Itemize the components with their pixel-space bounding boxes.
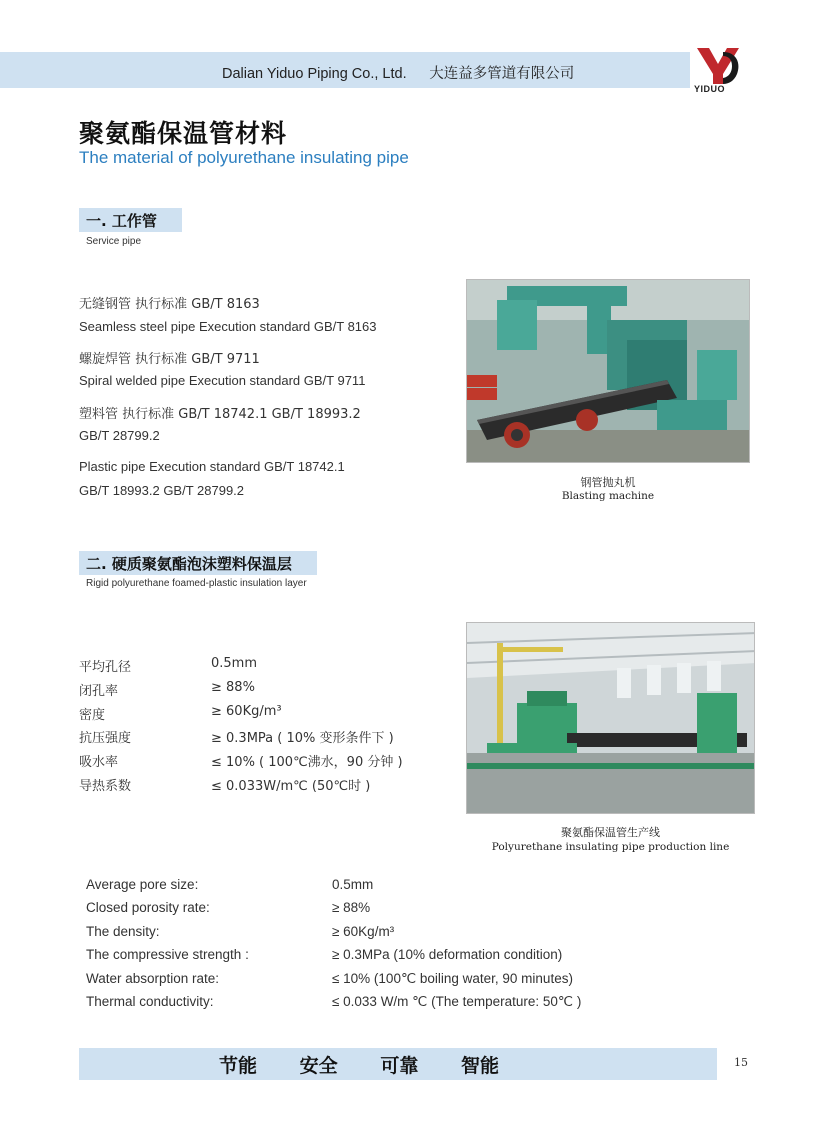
property-label: Closed porosity rate: bbox=[86, 900, 210, 915]
property-label: The compressive strength : bbox=[86, 947, 249, 962]
page-title-en: The material of polyurethane insulating pipe bbox=[79, 148, 409, 167]
property-label: 闭孔率 bbox=[79, 684, 119, 699]
property-row-en bbox=[86, 877, 374, 892]
property-value: 0.5mm bbox=[211, 656, 258, 671]
slogan-word: 节能 bbox=[219, 1055, 258, 1077]
property-row-cn bbox=[79, 727, 394, 746]
footer-slogan bbox=[79, 1051, 639, 1078]
std-line-seamless-en: Seamless steel pipe Execution standard GB/T 8163 bbox=[79, 319, 377, 334]
production-line-caption-cn: 聚氨酯保温管生产线 bbox=[561, 826, 660, 839]
property-value: ≤ 0.033W/m℃ (50℃时 ) bbox=[211, 779, 371, 794]
slogan-word: 可靠 bbox=[380, 1055, 419, 1077]
page-title-cn: 聚氨酯保温管材料 bbox=[79, 119, 288, 148]
std-line-plastic-en-cont: GB/T 18993.2 GB/T 28799.2 bbox=[79, 483, 245, 498]
logo-wordmark: YIDUO bbox=[694, 84, 726, 94]
property-label: Thermal conductivity: bbox=[86, 994, 214, 1009]
std-line-plastic-cn: 塑料管 执行标准 GB/T 18742.1 GB/T 18993.2 bbox=[79, 407, 361, 422]
section2-subtitle: Rigid polyurethane foamed-plastic insulation layer bbox=[86, 578, 307, 589]
property-row-cn bbox=[79, 656, 258, 675]
property-value: ≤ 10% (100℃ boiling water, 90 minutes) bbox=[332, 971, 573, 986]
company-name-cn: 大连益多管道有限公司 bbox=[429, 66, 575, 82]
property-label: 平均孔径 bbox=[79, 660, 132, 675]
blasting-machine-caption-en: Blasting machine bbox=[561, 490, 655, 502]
property-row-cn bbox=[79, 751, 403, 770]
property-row-en bbox=[86, 924, 395, 939]
property-label: Water absorption rate: bbox=[86, 971, 220, 986]
std-line-spiral-cn: 螺旋焊管 执行标准 GB/T 9711 bbox=[79, 352, 260, 367]
property-label: 导热系数 bbox=[79, 779, 132, 794]
std-line-plastic-en: Plastic pipe Execution standard GB/T 18742.1 bbox=[79, 459, 345, 474]
property-label: Average pore size: bbox=[86, 877, 199, 892]
property-row-cn bbox=[79, 680, 255, 699]
property-value: ≥ 0.3MPa ( 10% 变形条件下 ) bbox=[211, 731, 394, 746]
slogan-word: 智能 bbox=[460, 1055, 499, 1077]
std-line-spiral-en: Spiral welded pipe Execution standard GB/T 9711 bbox=[79, 373, 366, 388]
property-row-en bbox=[86, 900, 371, 915]
property-value: ≥ 88% bbox=[211, 680, 255, 695]
property-label: 吸水率 bbox=[79, 755, 119, 770]
property-row-cn bbox=[79, 775, 371, 794]
property-value: ≤ 0.033 W/m ℃ (The temperature: 50℃ ) bbox=[332, 994, 582, 1009]
header-company bbox=[222, 62, 574, 83]
property-value: ≥ 0.3MPa (10% deformation condition) bbox=[332, 947, 563, 962]
blasting-machine-caption-cn: 钢管抛丸机 bbox=[580, 476, 636, 489]
section1-title: 一. 工作管 bbox=[86, 212, 157, 230]
property-value: 0.5mm bbox=[332, 877, 374, 892]
std-line-seamless-cn: 无缝钢管 执行标准 GB/T 8163 bbox=[79, 297, 260, 312]
property-row-en bbox=[86, 971, 573, 986]
property-row-en bbox=[86, 994, 582, 1009]
production-line-photo bbox=[466, 622, 755, 814]
property-value: ≥ 60Kg/m³ bbox=[211, 704, 282, 719]
section1-subtitle: Service pipe bbox=[86, 236, 142, 247]
property-label: 密度 bbox=[79, 708, 106, 723]
property-row-en bbox=[86, 947, 563, 962]
company-name-en: Dalian Yiduo Piping Co., Ltd. bbox=[222, 66, 407, 82]
blasting-machine-photo bbox=[466, 279, 750, 463]
property-value: ≤ 10% ( 100℃沸水，90 分钟 ) bbox=[211, 755, 403, 770]
slogan-word: 安全 bbox=[299, 1055, 338, 1077]
property-value: ≥ 60Kg/m³ bbox=[332, 924, 395, 939]
section2-title: 二. 硬质聚氨酯泡沫塑料保温层 bbox=[86, 555, 292, 573]
property-row-cn bbox=[79, 704, 282, 723]
production-line-caption-en: Polyurethane insulating pipe production line bbox=[491, 841, 730, 853]
std-line-plastic-cn-cont: GB/T 28799.2 bbox=[79, 428, 160, 443]
page-number: 15 bbox=[734, 1056, 748, 1069]
property-value: ≥ 88% bbox=[332, 900, 371, 915]
property-label: 抗压强度 bbox=[79, 731, 132, 746]
property-label: The density: bbox=[86, 924, 160, 939]
